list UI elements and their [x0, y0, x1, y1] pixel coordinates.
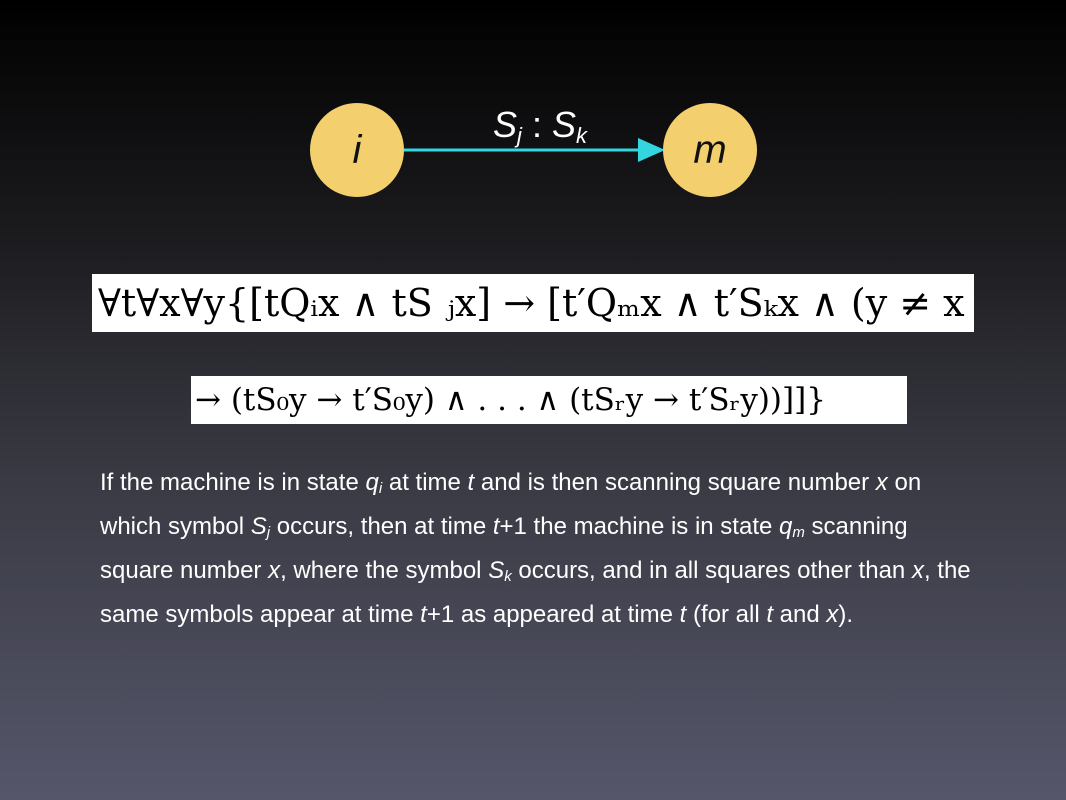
- caption-var: x: [826, 601, 839, 628]
- caption-var: t: [420, 601, 427, 628]
- formula-line-2: [191, 376, 907, 424]
- state-node-i-label: i: [352, 127, 362, 172]
- formula-line-2-text: → (tS₀y → t′S₀y) ∧ . . . ∧ (tSᵣy → t′Sᵣy))]]}: [195, 382, 826, 418]
- formula-line-1-text: ∀t∀x∀y{[tQᵢx ∧ tS ⱼx] → [t′Qₘx ∧ t′Sₖx ∧ (y ≠ x: [98, 281, 965, 325]
- caption-text: [100, 464, 980, 634]
- state-node-i: [310, 103, 404, 197]
- caption-part: +1 as appeared at time: [426, 601, 680, 628]
- caption-part: , the same symbols appear at time: [100, 557, 971, 628]
- caption-sub: i: [378, 480, 383, 497]
- caption-part: occurs, then at time: [270, 513, 493, 540]
- edge-symbol-2: S: [551, 104, 576, 145]
- caption-part: occurs, and in all squares other than: [511, 557, 912, 584]
- caption-var: q: [779, 513, 793, 540]
- caption-var: t: [492, 513, 500, 540]
- caption-sub: m: [792, 524, 805, 541]
- edge-separator: :: [521, 104, 552, 145]
- caption-part: and: [773, 601, 827, 628]
- caption-sub: k: [504, 568, 512, 585]
- caption-var: t: [766, 601, 774, 628]
- caption-part: , where the symbol: [280, 557, 489, 584]
- caption-var: q: [365, 469, 379, 496]
- caption-var: t: [467, 469, 475, 496]
- caption-part: scanning square number: [100, 513, 908, 584]
- edge-label: [470, 104, 610, 149]
- caption-var: S: [250, 513, 267, 540]
- caption-part: +1 the machine is in state: [499, 513, 780, 540]
- caption-part: If the machine is in state: [100, 469, 366, 496]
- caption-sub: j: [266, 524, 271, 541]
- state-transition-diagram: [0, 0, 1066, 240]
- caption-var: S: [488, 557, 505, 584]
- caption-part: on which symbol: [100, 469, 922, 540]
- caption-part: ).: [838, 601, 854, 628]
- edge-subscript-1: j: [517, 123, 522, 148]
- caption-var: x: [268, 557, 281, 584]
- caption-part: and is then scanning square number: [474, 469, 876, 496]
- edge-symbol-1: S: [493, 104, 518, 145]
- caption-var: x: [911, 557, 924, 584]
- state-node-m: [663, 103, 757, 197]
- caption-var: x: [875, 469, 888, 496]
- formula-line-1: [92, 274, 974, 332]
- state-node-m-label: m: [693, 127, 727, 172]
- caption-var: t: [679, 601, 687, 628]
- caption-part: (for all: [686, 601, 767, 628]
- caption-part: at time: [382, 469, 468, 496]
- edge-subscript-2: k: [575, 123, 587, 148]
